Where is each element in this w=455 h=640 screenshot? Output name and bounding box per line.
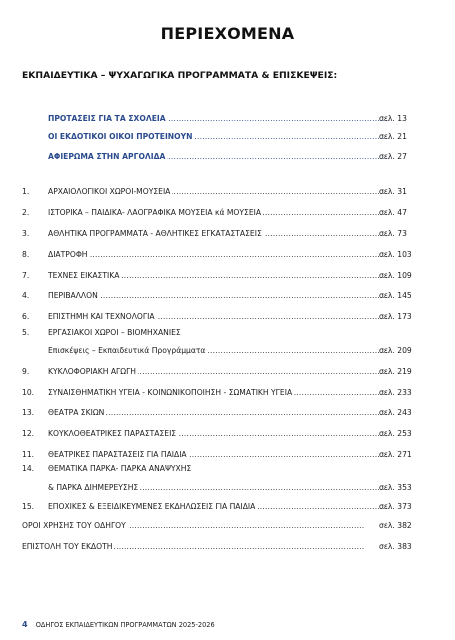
section-subtitle: ΕΚΠΑΙΔΕΥΤΙΚΑ – ΨΥΧΑΓΩΓΙΚΑ ΠΡΟΓΡΑΜΜΑΤΑ & ΕΠΙΣΚΕΨΕΙΣ: bbox=[22, 70, 338, 81]
toc-page-number: σελ. 27 bbox=[379, 152, 407, 161]
toc-page-number: σελ. 271 bbox=[379, 450, 412, 459]
toc-entry[interactable] bbox=[0, 344, 455, 358]
toc-page-number: σελ. 353 bbox=[379, 483, 412, 492]
toc-number: 10. bbox=[22, 388, 35, 397]
toc-page-number: σελ. 382 bbox=[379, 521, 412, 530]
toc-label: ΚΥΚΛΟΦΟΡΙΑΚΗ ΑΓΩΓΗ ..... bbox=[48, 365, 390, 379]
toc-number: 5. bbox=[22, 328, 30, 337]
toc-extra-item[interactable] bbox=[0, 519, 455, 533]
footer-page-number: 4 bbox=[22, 620, 28, 629]
toc-entry[interactable] bbox=[0, 386, 455, 400]
toc-entry[interactable] bbox=[0, 185, 455, 199]
toc-number: 12. bbox=[22, 429, 35, 438]
page-title: ΠΕΡΙΕΧΟΜΕΝΑ bbox=[160, 24, 295, 43]
toc-number: 4. bbox=[22, 291, 30, 300]
toc-label: ΘΕΑΤΡΙΚΕΣ ΠΑΡΑΣΤΑΣΕΙΣ ΓΙΑ ΠΑΙΔΙΑ ..... bbox=[48, 448, 390, 462]
toc-number: 6. bbox=[22, 312, 30, 321]
toc-label: ΟΙ ΕΚΔΟΤΙΚΟΙ ΟΙΚΟΙ ΠΡΟΤΕΙΝΟΥΝ ..... bbox=[48, 130, 390, 144]
toc-label: ΑΡΧΑΙΟΛΟΓΙΚΟΙ ΧΩΡΟΙ-ΜΟΥΣΕΙΑ ..... bbox=[48, 185, 390, 199]
toc-label: ΑΦΙΕΡΩΜΑ ΣΤΗΝ ΑΡΓΟΛΙΔΑ ..... bbox=[48, 150, 390, 164]
page-footer bbox=[22, 620, 215, 629]
toc-page-number: σελ. 13 bbox=[379, 114, 407, 123]
toc-entry[interactable] bbox=[0, 365, 455, 379]
toc-label: ΚΟΥΚΛΟΘΕΑΤΡΙΚΕΣ ΠΑΡΑΣΤΑΣΕΙΣ ..... bbox=[48, 427, 390, 441]
toc-page-number: σελ. 209 bbox=[379, 346, 412, 355]
toc-page-number: σελ. 219 bbox=[379, 367, 412, 376]
toc-label: ΕΠΙΣΤΟΛΗ ΤΟΥ ΕΚΔΟΤΗ ..... bbox=[22, 540, 364, 554]
toc-label: ΘΕΑΤΡΑ ΣΚΙΩΝ ..... bbox=[48, 406, 390, 420]
toc-page-number: σελ. 103 bbox=[379, 250, 412, 259]
toc-page-number: σελ. 47 bbox=[379, 208, 407, 217]
toc-entry[interactable] bbox=[0, 481, 455, 495]
toc-page-number: σελ. 73 bbox=[379, 229, 407, 238]
toc-page-number: σελ. 383 bbox=[379, 542, 412, 551]
toc-entry[interactable] bbox=[0, 310, 455, 324]
toc-page-number: σελ. 109 bbox=[379, 271, 412, 280]
toc-featured-item[interactable] bbox=[0, 130, 455, 144]
toc-page-number: σελ. 243 bbox=[379, 408, 412, 417]
toc-label: ΕΠΙΣΤΗΜΗ ΚΑΙ ΤΕΧΝΟΛΟΓΙΑ ..... bbox=[48, 310, 390, 324]
toc-page-number: σελ. 145 bbox=[379, 291, 412, 300]
toc-number: 8. bbox=[22, 250, 30, 259]
toc-number: 3. bbox=[22, 229, 30, 238]
toc-extra-item[interactable] bbox=[0, 540, 455, 554]
toc-entry[interactable] bbox=[0, 248, 455, 262]
toc-entry[interactable] bbox=[0, 269, 455, 283]
toc-entry[interactable] bbox=[0, 227, 455, 241]
toc-page-number: σελ. 233 bbox=[379, 388, 412, 397]
toc-entry[interactable] bbox=[0, 289, 455, 303]
toc-label: ΠΕΡΙΒΑΛΛΟΝ ..... bbox=[48, 289, 390, 303]
toc-number: 11. bbox=[22, 450, 35, 459]
toc-entry[interactable] bbox=[0, 326, 455, 340]
toc-label: ΣΥΝΑΙΣΘΗΜΑΤΙΚΗ ΥΓΕΙΑ - ΚΟΙΝΩΝΙΚΟΠΟΙΗΣΗ - ΣΩΜΑΤΙΚΗ ΥΓΕΙΑ ..... bbox=[48, 386, 390, 400]
toc-label: Επισκέψεις – Εκπαιδευτικά Προγράμματα ..... bbox=[48, 344, 390, 358]
toc-number: 14. bbox=[22, 464, 35, 473]
toc-entry[interactable] bbox=[0, 206, 455, 220]
toc-number: 7. bbox=[22, 271, 30, 280]
toc-label: ΕΠΟΧΙΚΕΣ & ΕΞΕΙΔΙΚΕΥΜΕΝΕΣ ΕΚΔΗΛΩΣΕΙΣ ΓΙΑ ΠΑΙΔΙΑ ..... bbox=[48, 500, 390, 514]
toc-entry[interactable] bbox=[0, 448, 455, 462]
toc-label: ΕΡΓΑΣΙΑΚΟΙ ΧΩΡΟΙ – ΒΙΟΜΗΧΑΝΙΕΣ bbox=[48, 328, 181, 337]
toc-page-number: σελ. 253 bbox=[379, 429, 412, 438]
toc-page-number: σελ. 373 bbox=[379, 502, 412, 511]
toc-number: 13. bbox=[22, 408, 35, 417]
toc-label: ΟΡΟΙ ΧΡΗΣΗΣ ΤΟΥ ΟΔΗΓΟΥ ..... bbox=[22, 519, 364, 533]
toc-label: ΑΘΛΗΤΙΚΑ ΠΡΟΓΡΑΜΜΑΤΑ - ΑΘΛΗΤΙΚΕΣ ΕΓΚΑΤΑΣΤΑΣΕΙΣ ..... bbox=[48, 227, 390, 241]
toc-number: 2. bbox=[22, 208, 30, 217]
toc-featured-item[interactable] bbox=[0, 150, 455, 164]
toc-label: ΤΕΧΝΕΣ ΕΙΚΑΣΤΙΚΑ ..... bbox=[48, 269, 390, 283]
toc-page-number: σελ. 173 bbox=[379, 312, 412, 321]
toc-label: ΔΙΑΤΡΟΦΗ ..... bbox=[48, 248, 390, 262]
toc-entry[interactable] bbox=[0, 406, 455, 420]
toc-number: 15. bbox=[22, 502, 35, 511]
toc-featured-item[interactable] bbox=[0, 112, 455, 126]
toc-label: ΘΕΜΑΤΙΚΑ ΠΑΡΚΑ- ΠΑΡΚΑ ΑΝΑΨΥΧΗΣ bbox=[48, 464, 192, 473]
toc-page-number: σελ. 31 bbox=[379, 187, 407, 196]
toc-number: 9. bbox=[22, 367, 30, 376]
toc-number: 1. bbox=[22, 187, 30, 196]
toc-entry[interactable] bbox=[0, 427, 455, 441]
toc-label: & ΠΑΡΚΑ ΔΙΗΜΕΡΕΥΣΗΣ ..... bbox=[48, 481, 390, 495]
toc-label: ΙΣΤΟΡΙΚΑ – ΠΑΙΔΙΚΑ- ΛΑΟΓΡΑΦΙΚΑ ΜΟΥΣΕΙΑ κά ΜΟΥΣΕΙΑ ..... bbox=[48, 206, 390, 220]
toc-entry[interactable] bbox=[0, 500, 455, 514]
footer-text: ΟΔΗΓΟΣ ΕΚΠΑΙΔΕΥΤΙΚΩΝ ΠΡΟΓΡΑΜΜΑΤΩΝ 2025-2026 bbox=[35, 621, 215, 629]
toc-page-number: σελ. 21 bbox=[379, 132, 407, 141]
toc-entry[interactable] bbox=[0, 462, 455, 476]
toc-label: ΠΡΟΤΑΣΕΙΣ ΓΙΑ ΤΑ ΣΧΟΛΕΙΑ ..... bbox=[48, 112, 390, 126]
